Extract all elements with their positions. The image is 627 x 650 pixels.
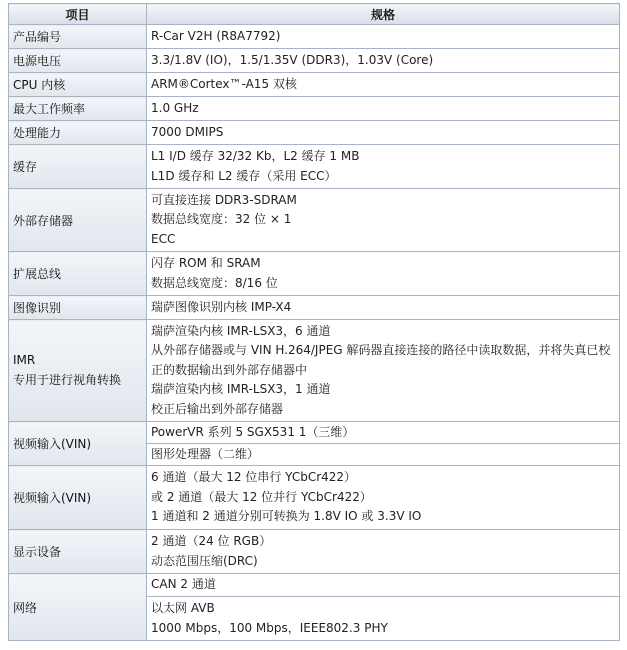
table-row bbox=[9, 121, 620, 145]
value-line: 3.3/1.8V (IO)，1.5/1.35V (DDR3)，1.03V (Core) bbox=[151, 52, 434, 67]
table-row bbox=[9, 189, 620, 252]
row-label: 显示设备 bbox=[9, 530, 147, 574]
row-value bbox=[147, 189, 620, 252]
value-line: CAN 2 通道 bbox=[151, 577, 216, 592]
table-row bbox=[9, 574, 620, 597]
row-label: 外部存储器 bbox=[9, 189, 147, 252]
value-line: 1 通道和 2 通道分别可转换为 1.8V IO 或 3.3V IO bbox=[151, 509, 422, 524]
row-value bbox=[147, 25, 620, 49]
value-line: 从外部存储器或与 VIN H.264/JPEG 解码器直接连接的路径中读取数据，并将失真已校正的数据输出到外部存储器中 bbox=[151, 343, 611, 377]
row-value bbox=[147, 530, 620, 574]
value-line: L1 I/D 缓存 32/32 Kb，L2 缓存 1 MB bbox=[151, 149, 360, 163]
row-value bbox=[147, 252, 620, 296]
value-line: 或 2 通道（最大 12 位并行 YCbCr422） bbox=[151, 489, 372, 504]
value-line: 6 通道（最大 12 位串行 YCbCr422） bbox=[151, 470, 357, 485]
value-line: 数据总线宽度：8/16 位 bbox=[151, 275, 278, 290]
row-value bbox=[147, 574, 620, 597]
table-row bbox=[9, 49, 620, 73]
value-line: 瑞萨图像识别内核 IMP-X4 bbox=[151, 299, 292, 314]
table-header-row bbox=[9, 4, 620, 25]
value-line: 数据总线宽度：32 位 × 1 bbox=[151, 212, 292, 227]
row-value bbox=[147, 97, 620, 121]
value-line: ARM®Cortex™-A15 双核 bbox=[151, 76, 297, 91]
row-label: CPU 内核 bbox=[9, 73, 147, 97]
row-label: 网络 bbox=[9, 574, 147, 641]
row-value bbox=[147, 296, 620, 320]
row-value bbox=[147, 422, 620, 444]
row-label: 电源电压 bbox=[9, 49, 147, 73]
value-line: R-Car V2H (R8A7792) bbox=[151, 28, 281, 43]
value-line: 1.0 GHz bbox=[151, 100, 199, 115]
row-value bbox=[147, 121, 620, 145]
value-line: PowerVR 系列 5 SGX531 1（三维） bbox=[151, 424, 355, 439]
header-spec: 规格 bbox=[147, 4, 620, 25]
table-row bbox=[9, 466, 620, 530]
value-line: ECC bbox=[151, 231, 176, 246]
row-label-line: 专用于进行视角转换 bbox=[13, 372, 122, 387]
value-line: L1D 缓存和 L2 缓存（采用 ECC） bbox=[151, 168, 337, 183]
table-row bbox=[9, 530, 620, 574]
header-item: 项目 bbox=[9, 4, 147, 25]
table-row bbox=[9, 252, 620, 296]
table-row bbox=[9, 97, 620, 121]
value-line: 7000 DMIPS bbox=[151, 124, 224, 139]
row-label: 处理能力 bbox=[9, 121, 147, 145]
table-row bbox=[9, 25, 620, 49]
value-line: 闪存 ROM 和 SRAM bbox=[151, 256, 261, 270]
row-label: 图像识别 bbox=[9, 296, 147, 320]
value-line: 1000 Mbps，100 Mbps，IEEE802.3 PHY bbox=[151, 620, 388, 635]
spec-table bbox=[8, 3, 620, 641]
value-line: 瑞萨渲染内核 IMR-LSX3，6 通道 bbox=[151, 323, 331, 338]
table-row bbox=[9, 145, 620, 189]
value-line: 以太网 AVB bbox=[151, 601, 215, 615]
table-row bbox=[9, 73, 620, 97]
row-label: 扩展总线 bbox=[9, 252, 147, 296]
table-row bbox=[9, 296, 620, 320]
table-row bbox=[9, 422, 620, 444]
row-value bbox=[147, 444, 620, 466]
value-line: 图形处理器（二维） bbox=[151, 446, 260, 461]
value-line: 校正后输出到外部存储器 bbox=[151, 401, 284, 416]
row-value bbox=[147, 49, 620, 73]
row-label: 视频输入(VIN) bbox=[9, 422, 147, 466]
row-label: 产品编号 bbox=[9, 25, 147, 49]
table-row bbox=[9, 320, 620, 422]
row-label: 视频输入(VIN) bbox=[9, 466, 147, 530]
row-label: 缓存 bbox=[9, 145, 147, 189]
value-line: 2 通道（24 位 RGB） bbox=[151, 534, 272, 548]
row-value bbox=[147, 466, 620, 530]
row-value bbox=[147, 145, 620, 189]
row-label-line: IMR bbox=[13, 353, 36, 367]
row-label bbox=[9, 320, 147, 422]
value-line: 可直接连接 DDR3-SDRAM bbox=[151, 192, 297, 207]
row-value bbox=[147, 73, 620, 97]
value-line: 动态范围压缩(DRC) bbox=[151, 553, 258, 568]
row-value bbox=[147, 320, 620, 422]
row-label: 最大工作频率 bbox=[9, 97, 147, 121]
value-line: 瑞萨渲染内核 IMR-LSX3，1 通道 bbox=[151, 382, 331, 397]
row-value bbox=[147, 597, 620, 641]
